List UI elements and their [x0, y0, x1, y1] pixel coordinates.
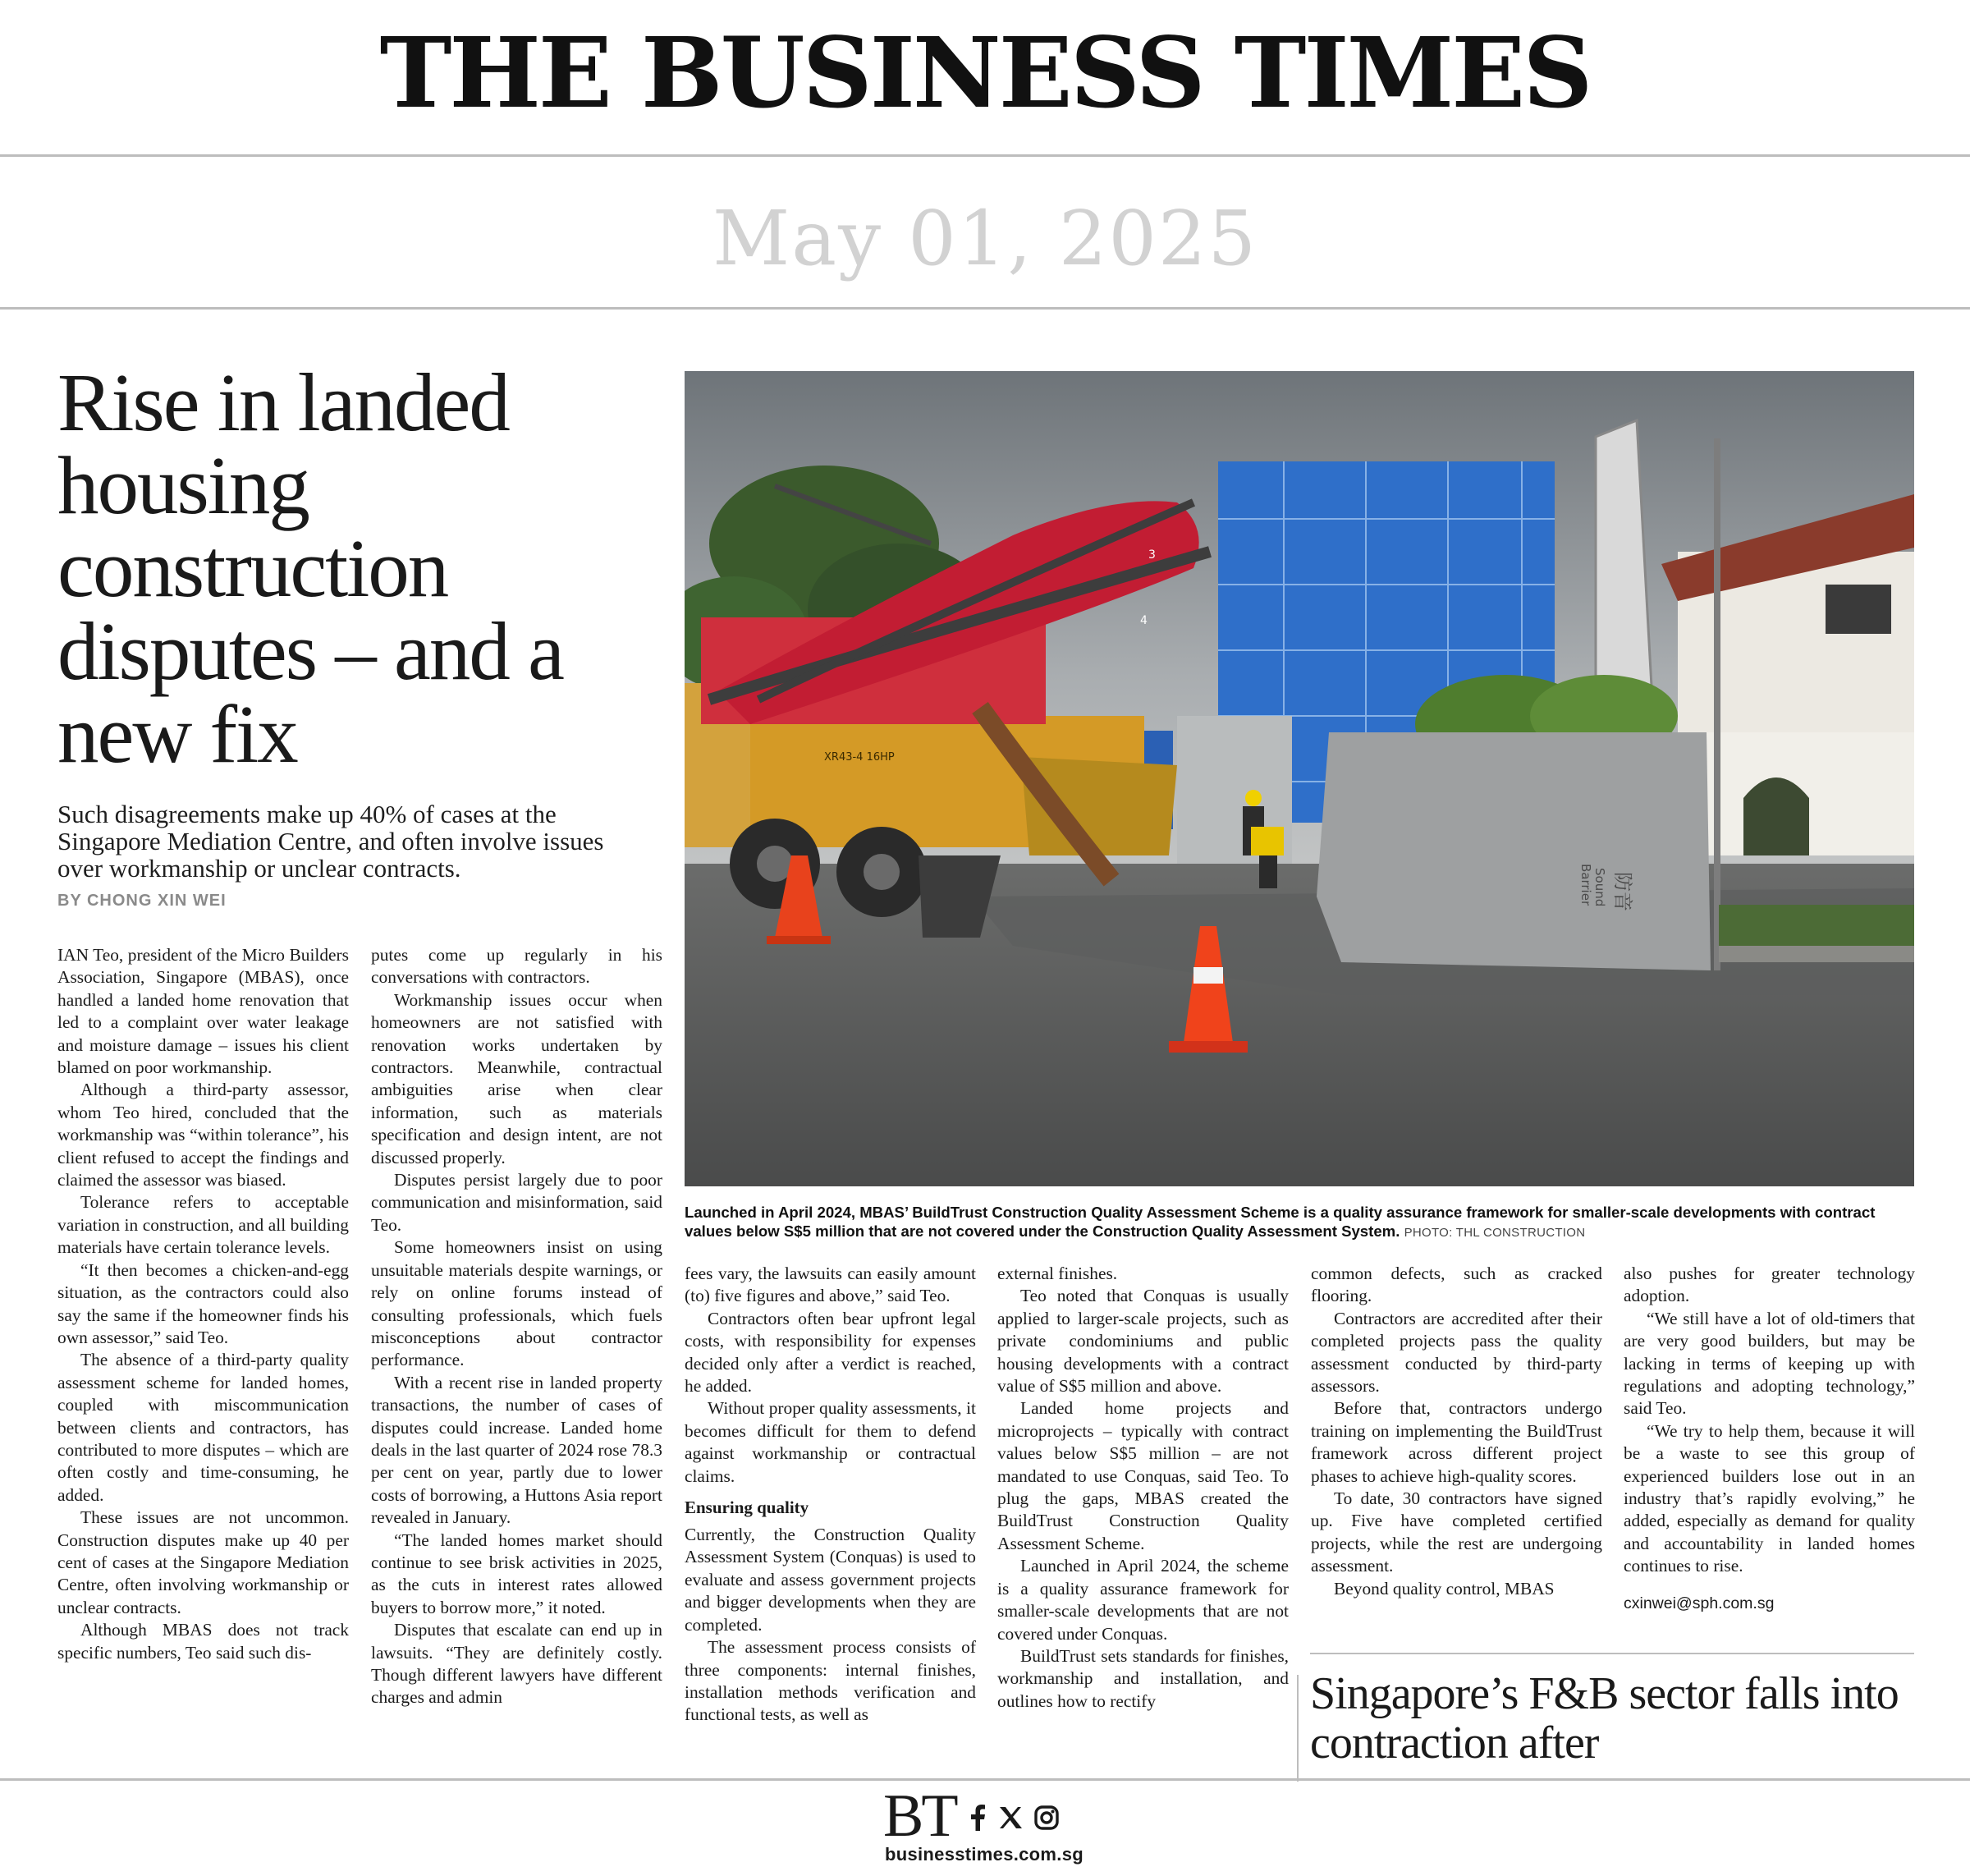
instagram-icon[interactable] [1034, 1805, 1059, 1834]
paragraph: “We try to help them, because it will be a waste to see this group of experienced builders lose out in an industry that’s rapidly evolving,” he added, especially as demand for quality and accountability in landed homes continues to rise. [1624, 1420, 1915, 1576]
worker [1251, 827, 1284, 855]
article-column-6 [1624, 1263, 1915, 1615]
paragraph: Tolerance refers to acceptable variation in construction, and all building materials have certain tolerance levels. [57, 1192, 349, 1258]
truck-plate: XR43-4 16HP [824, 751, 895, 764]
article-column-4 [997, 1263, 1289, 1713]
date-band [0, 157, 1970, 310]
teaser-divider [1310, 1653, 1914, 1654]
article-column-5 [1311, 1263, 1602, 1600]
paragraph: BuildTrust sets standards for finishes, workmanship and installation, and outlines how to rectify [997, 1645, 1289, 1711]
traffic-cone-base [1169, 1041, 1248, 1053]
paragraph: Currently, the Construction Quality Assessment System (Conquas) is used to evaluate and assess government projects and bigger developments when they are completed. [685, 1525, 976, 1635]
barrier-label: Sound [1592, 868, 1607, 907]
paragraph: Workmanship issues occur when homeowners are not satisfied with renovation works undertaken by contractors. Meanwhile, contractual ambiguities arise when clear information, such as materials specification and design intent, are not discussed properly. [371, 989, 662, 1167]
paragraph: Without proper quality assessments, it becomes difficult for them to defend against workmanship or contractual claims. [685, 1398, 976, 1486]
subhead: Ensuring quality [685, 1498, 809, 1518]
x-icon[interactable] [998, 1805, 1023, 1834]
paragraph: Before that, contractors undergo training on implementing the BuildTrust framework across different project phases to achieve high-quality scores. [1311, 1398, 1602, 1486]
boom-marker: 3 [1148, 548, 1156, 562]
paragraph: fees vary, the lawsuits can easily amount (to) five figures and above,” said Teo. [685, 1264, 976, 1306]
house-window [1826, 585, 1891, 634]
paragraph: Beyond quality control, MBAS [1334, 1578, 1555, 1598]
paragraph: The assessment process consists of three components: internal finishes, installation methods verification and functional tests, as well as [685, 1637, 976, 1725]
paragraph: common defects, such as cracked flooring. [1311, 1264, 1602, 1306]
traffic-cone-base [767, 936, 831, 944]
article-standfirst: Such disagreements make up 40% of cases at the Singapore Mediation Centre, and often involve issues over workmanship or unclear contracts. [57, 800, 604, 883]
truck-wheel [864, 854, 900, 890]
edition-date: May 01, 2025 [712, 195, 1258, 282]
social-links [969, 1805, 1067, 1834]
kerb [1719, 946, 1914, 962]
facebook-icon[interactable] [969, 1805, 987, 1835]
article-photo [685, 371, 1914, 1186]
article-column-3 [685, 1263, 976, 1727]
grass-verge [1719, 905, 1914, 946]
paragraph: external finishes. [997, 1264, 1118, 1283]
worker-head [1245, 790, 1262, 806]
bt-logo: BT [883, 1782, 956, 1850]
masthead [0, 0, 1970, 157]
paragraph: With a recent rise in landed property transactions, the number of cases of disputes could increase. Landed home deals in the last quarter of 2024 rose 78.3 per cent on year, partly due to lower costs of borrowing, a Huttons Asia report revealed in January. [371, 1372, 662, 1528]
photo-credit: PHOTO: THL CONSTRUCTION [1404, 1226, 1586, 1240]
paragraph: Although a third-party assessor, whom Teo hired, concluded that the workmanship was “within tolerance”, his client refused to accept the findings and claimed the assessor was biased. [57, 1080, 349, 1190]
paragraph: These issues are not uncommon. Construction disputes make up 40 per cent of cases at the Singapore Mediation Centre, often involving workmanship or unclear contracts. [57, 1507, 349, 1617]
author-email[interactable]: cxinwei@sph.com.sg [1624, 1594, 1775, 1612]
paragraph: Launched in April 2024, the scheme is a quality assurance framework for smaller-scale developments that are not covered under Conquas. [997, 1556, 1289, 1644]
paragraph: also pushes for greater technology adoption. [1624, 1264, 1915, 1306]
byline: BY CHONG XIN WEI [57, 892, 227, 910]
paragraph: To date, 30 contractors have signed up. Five have completed certified projects, while the rest are undergoing assessment. [1311, 1488, 1602, 1576]
paragraph: The absence of a third-party quality assessment scheme for landed homes, coupled with miscommunication between clients and contractors, has contributed to more disputes – which are often costly and time-consuming, he added. [57, 1350, 349, 1505]
traffic-cone-stripe [1193, 967, 1223, 984]
caption-text: Launched in April 2024, MBAS’ BuildTrust Construction Quality Assessment Scheme is a quality assurance framework for smaller-scale developments with contract values below S$5 million that are not covered under the Construction Quality Assessment System. [685, 1204, 1876, 1240]
publication-title: THE BUSINESS TIMES [379, 16, 1591, 130]
paragraph: Disputes persist largely due to poor communication and misinformation, said Teo. [371, 1170, 662, 1235]
paragraph: Although MBAS does not track specific numbers, Teo said such dis- [57, 1620, 349, 1663]
paragraph: Some homeowners insist on using unsuitable materials despite warnings, or rely on online forums instead of consulting professionals, which fuels misconceptions about contractor performance. [371, 1237, 662, 1370]
paragraph: Disputes that escalate can end up in lawsuits. “They are definitely costly. Though different lawyers have different charges and admin [371, 1620, 662, 1708]
paragraph: Contractors are accredited after their completed projects pass the quality assessment conducted by third-party assessors. [1311, 1308, 1602, 1397]
house-arch [1743, 777, 1809, 855]
paragraph: putes come up regularly in his conversations with contractors. [371, 945, 662, 988]
paragraph: Contractors often bear upfront legal costs, with responsibility for expenses decided only after a verdict is reached, he added. [685, 1308, 976, 1397]
barrier-label: Barrier [1578, 864, 1593, 906]
article-column-1 [57, 944, 349, 1664]
teaser-headline[interactable]: Singapore’s F&B sector falls into contraction after [1310, 1668, 1899, 1768]
site-url[interactable]: businesstimes.com.sg [885, 1844, 1084, 1865]
sound-barrier [1317, 732, 1711, 970]
paragraph: Teo noted that Conquas is usually applied to larger-scale projects, such as private condominiums and public housing developments with a contract value of S$5 million and above. [997, 1286, 1289, 1397]
teaser-divider-vertical [1297, 1675, 1299, 1782]
photo-caption [685, 1203, 1914, 1242]
article-headline: Rise in landed housing construction disputes – and a new fix [57, 356, 563, 780]
boom-marker: 4 [1140, 614, 1148, 627]
article-column-2 [371, 944, 662, 1709]
paragraph: “It then becomes a chicken-and-egg situation, as the contractors could also say the same if the homeowner finds his own assessor,” said Teo. [57, 1259, 349, 1347]
paragraph: IAN Teo, president of the Micro Builders Association, Singapore (MBAS), once handled a landed home renovation that led to a complaint over water leakage and moisture damage – issues his client blamed on poor workmanship. [57, 945, 349, 1078]
worker [1259, 855, 1277, 888]
paragraph: “The landed homes market should continue to see brisk activities in 2025, as the cuts in interest rates allowed buyers to borrow more,” it noted. [371, 1530, 662, 1617]
paragraph: “We still have a lot of old-timers that are very good builders, but may be lacking in terms of keeping up with regulations and adopting technology,” said Teo. [1624, 1308, 1915, 1419]
paragraph: Landed home projects and microprojects – typically with contract values below S$5 million – are not mandated to use Conquas, said Teo. To plug the gaps, MBAS created the BuildTrust Construction Quality Assessment Scheme. [997, 1398, 1289, 1553]
barrier-chinese-label: 防音 [1611, 872, 1634, 911]
